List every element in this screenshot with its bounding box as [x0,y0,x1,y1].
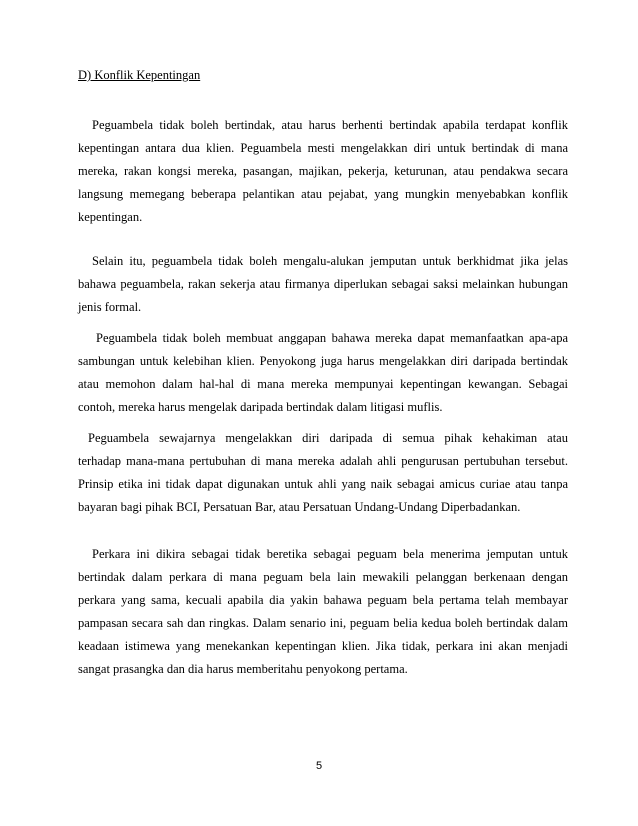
paragraph-line: atau memohon dalam hal-hal di mana mereka mempunyai kepentingan kewangan. Sebagai [78,377,568,391]
paragraph-line: langsung memegang beberapa pelantikan atau pejabat, yang mungkin menyebabkan konflik [78,187,568,201]
paragraph-line: sambungan untuk kelebihan klien. Penyokong juga harus mengelakkan diri daripada bertindak [78,354,568,368]
paragraph-line: bayaran bagi pihak BCI, Persatuan Bar, atau Persatuan Undang-Undang Diperbadankan. [78,500,521,514]
paragraph-line: jenis formal. [78,300,142,314]
paragraph-line: kepentingan. [78,210,143,224]
paragraph-3 [78,327,568,419]
paragraph-line: contoh, mereka harus mengelak daripada bertindak dalam litigasi muflis. [78,400,443,414]
paragraph-line: Prinsip etika ini tidak dapat digunakan untuk ahli yang naik sebagai amicus curiae atau tanpa [78,477,568,491]
paragraph-line: Selain itu, peguambela tidak boleh mengalu-alukan jemputan untuk berkhidmat jika jelas [92,254,568,268]
paragraph-line: kepentingan antara dua klien. Peguambela mesti mengelakkan diri untuk bertindak di mana [78,141,568,155]
paragraph-line: Peguambela tidak boleh bertindak, atau harus berhenti bertindak apabila terdapat konflik [92,118,568,132]
paragraph-line: keadaan istimewa yang menekankan kepentingan klien. Jika tidak, perkara ini akan menjadi [78,639,568,653]
paragraph-5 [78,543,568,681]
paragraph-line: perkara yang sama, kecuali apabila dia yakin bahawa peguam bela pertama telah membayar [78,593,568,607]
paragraph-line: sangat prasangka dan dia harus memberitahu penyokong pertama. [78,662,408,676]
paragraph-line: Peguambela tidak boleh membuat anggapan bahawa mereka dapat memanfaatkan apa-apa [96,331,568,345]
paragraph-line: mereka, rakan kongsi mereka, pasangan, majikan, pekerja, keturunan, atau pendakwa secara [78,164,568,178]
paragraph-2 [78,250,568,319]
paragraph-4 [78,427,568,519]
page-number: 5 [315,760,323,772]
paragraph-line: Perkara ini dikira sebagai tidak beretika sebagai peguam bela menerima jemputan untuk [92,547,568,561]
paragraph-line: pampasan secara sah dan ringkas. Dalam senario ini, peguam belia kedua boleh bertindak dalam [78,616,568,630]
paragraph-line: bahawa peguambela, rakan sekerja atau firmanya diperlukan sebagai saksi melainkan hubungan [78,277,568,291]
paragraph-line: terhadap mana-mana pertubuhan di mana mereka adalah ahli pengurusan pertubuhan tersebut. [78,454,568,468]
section-heading: D) Konflik Kepentingan [78,68,201,82]
paragraph-line: bertindak dalam perkara di mana peguam bela lain mewakili pelanggan berkenaan dengan [78,570,568,584]
paragraph-line: Peguambela sewajarnya mengelakkan diri daripada di semua pihak kehakiman atau [88,431,568,445]
paragraph-1 [78,114,568,229]
